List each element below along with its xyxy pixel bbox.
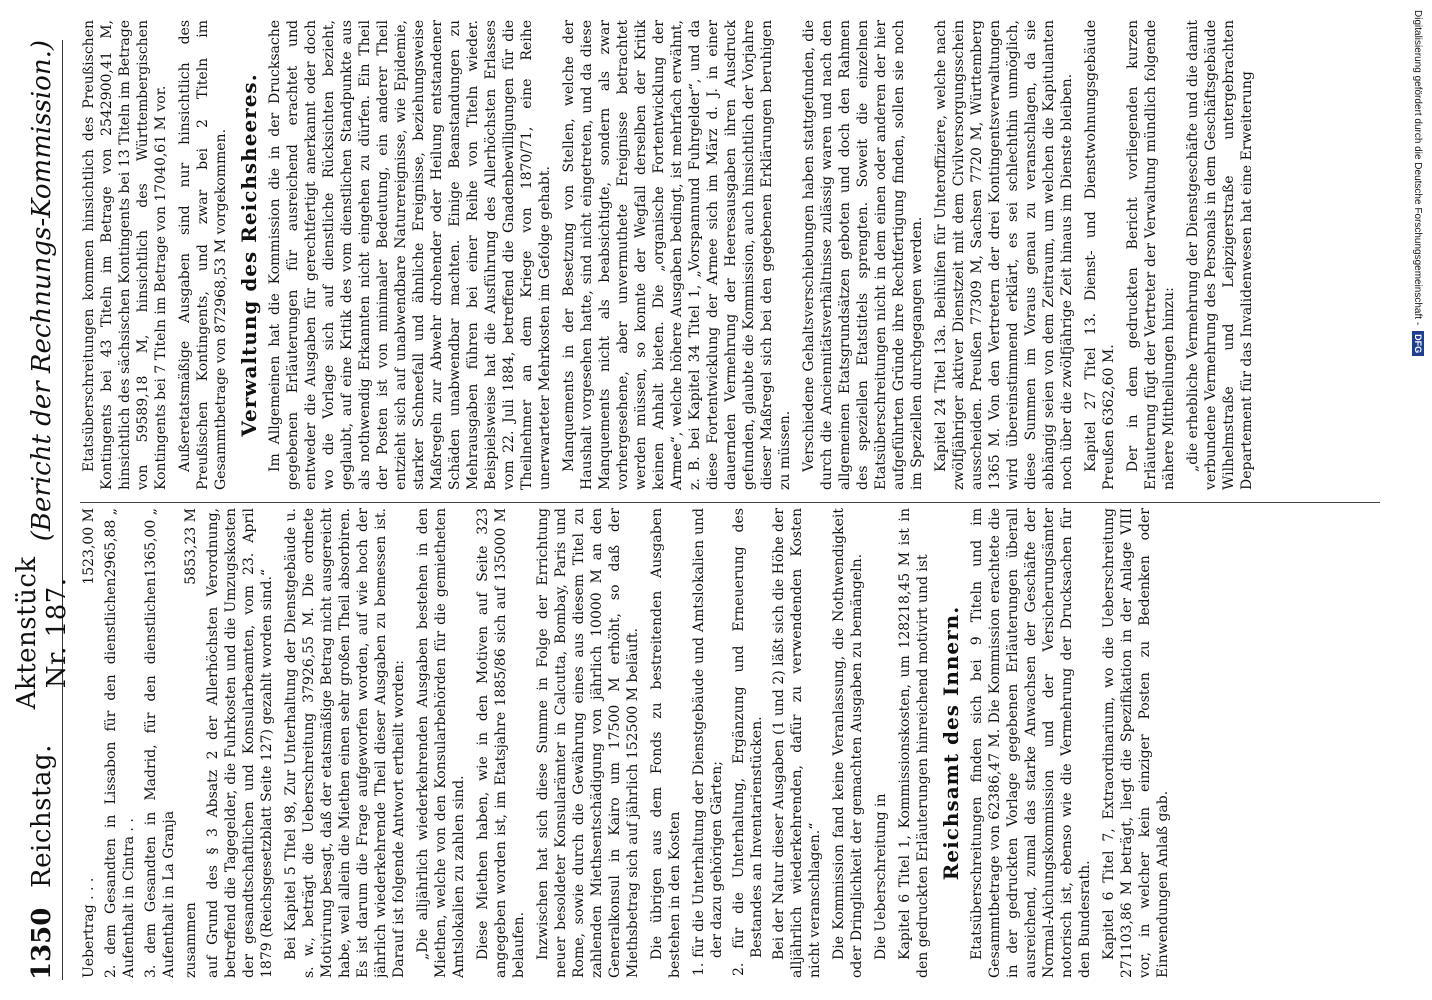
paragraph: Bei der Natur dieser Ausgaben (1 und 2) läßt sich die Höhe der alljährlich wiederkehrenden, dafür zu verwendenden Kosten nicht veranschlagen.“ bbox=[771, 508, 823, 978]
paragraph: Bei Kapitel 5 Titel 98, Zur Unterhaltung der Dienstgebäude u. s. w., beträgt die Ueberschreitung 37926,55 M. Die ordnete Motivirung besagt, daß der etatsmäßige Betrag nicht ausgereicht habe, weil allein die Miethen einen sehr großen Theil absorbiren. Es ist darum die Frage aufgeworfen worden, auf wie hoch der jährlich wiederkehrende Theil dieser Ausgaben zu bemessen ist. Darauf ist folgende Antwort ertheilt worden: bbox=[283, 508, 407, 978]
sum-amount: 2965,88 „ bbox=[103, 508, 119, 578]
header-center: Aktenstück Nr. 187. bbox=[12, 556, 72, 710]
left-column bbox=[80, 508, 1410, 978]
sum-amount: 1523,00 M bbox=[81, 508, 97, 585]
paragraph: Der in dem gedruckten Bericht vorliegenden kurzen Erläuterung fügt der Vertreter der Verwaltung mündlich folgende nähere Mittheilungen hinzu: bbox=[1125, 20, 1177, 490]
sum-amount: 5853,23 M bbox=[183, 508, 199, 585]
header-left: Reichstag. bbox=[27, 744, 57, 888]
header-right: (Bericht der Rechnungs-Kommission.) bbox=[27, 40, 57, 542]
paragraph: Manquements in der Besetzung von Stellen, welche der Haushalt vorgesehen hatte, sind nicht eingetreten, und da diese Manquements nicht als beabsichtigte, sondern als zwar vorhergesehene, aber unvermuthete Ereignisse betrachtet werden müssen, so konnte der Wegfall derselben der Kritik keinen Anhalt bieten. Die „organische Fortentwicklung der Armee“, welche höhere Ausgaben bedingt, ist mehrfach erwähnt, z. B. bei Kapitel 34 Titel 1, „Vorspannund Fuhrgelder“, und da diese Fortentwicklung der Armee sich im März d. J. in einer dauernden Vermehrung der Heeresausgaben ihren Ausdruck gefunden, glaubte die Kommission, auch hinsichtlich der Vorjahre dieser Maßregel sich bei den gegebenen Erklärungen beruhigen zu müssen. bbox=[561, 20, 793, 490]
sum-line bbox=[142, 508, 178, 978]
list-item: 1. für die Unterhaltung der Dienstgebäude und Amtslokalien und der dazu gehörigen Gärten; bbox=[691, 508, 725, 976]
dfg-credit-strip bbox=[1404, 0, 1432, 1000]
paragraph: Inzwischen hat sich diese Summe in Folge der Errichtung neuer besoldeter Konsularämter in Calcutta, Bombay, Paris und Rome, sowie durch die Gewährung eines aus diesem Titel zu zahlenden Miethsentschädigung von jährlich 10000 M an den Generalkonsul in Kairo um 17500 M erhöht, so daß der Miethsbetrag sich auf jährlich 152500 M beläuft. bbox=[535, 508, 641, 978]
sum-line bbox=[102, 508, 138, 978]
paragraph: „Die alljährlich wiederkehrenden Ausgaben bestehen in den Miethen, welche von den Konsularbehörden für die gemietheten Amtslokalien zu zahlen sind. bbox=[415, 508, 467, 978]
sum-amount: 1365,00 „ bbox=[143, 508, 159, 578]
list-item: 2. für die Unterhaltung, Ergänzung und Erneuerung des Bestandes an Inventarienstücken. bbox=[731, 508, 765, 976]
page-number: 1350 bbox=[27, 907, 57, 980]
section-heading: Verwaltung des Reichsheeres. bbox=[237, 73, 261, 437]
dfg-credit bbox=[1404, 0, 1432, 1000]
paragraph: Die übrigen aus dem Fonds zu bestreitenden Ausgaben bestehen in den Kosten bbox=[649, 508, 683, 978]
paragraph: Etatsüberschreitungen kommen hinsichtlich des Preußischen Kontingents bei 43 Titeln im Betrage von 2542900,41 M, hinsichtlich des sächsischen Kontingents bei 13 Titeln im Betrage von 59589,18 M, hinsichtlich des Württembergischen Kontingents bei 7 Titeln im Betrage von 17040,61 M vor. bbox=[81, 20, 169, 490]
paragraph: Kapitel 6 Titel 1, Kommissionskosten, um 128218,45 M ist in den gedruckten Erläuterungen hinreichend motivirt und ist bbox=[897, 508, 931, 978]
paragraph: Außeretatsmäßige Ausgaben sind nur hinsichtlich des Preußischen Kontingents, und zwar bei 2 Titeln im Gesammtbetrage von 872968,53 M vorgekommen. bbox=[177, 20, 229, 490]
paragraph: Die Ueberschreitung in bbox=[873, 793, 889, 960]
paragraph: Im Allgemeinen hat die Kommission die in der Drucksache gegebenen Erläuterungen für ausreichend erachtet und entweder die Ausgaben für gerechtfertigt anerkannt oder doch wo die Vorlage sich auf dienstliche Rücksichten bezieht, geglaubt, auf eine Kritik des vom dienstlichen Standpunkte aus als nothwendig Erkannten nicht eingehen zu dürfen. Ein Theil der Posten ist von minimaler Bedeutung, ein anderer Theil entzieht sich auf unabwendbare Naturereignisse, wie Epidemie, starker Schneefall und ähnliche Ereignisse, beziehungsweise Maßregeln zur Abwehr drohender oder Heilung entstandener Schäden unabwendbar machten. Einige Beanstandungen zu Mehrausgaben führen bei einer Reihe von Titeln wieder. Beispielsweise hat die Ausführung des Allerhöchsten Erlasses vom 22. Juli 1884, betreffend die Gnadenbewilligungen für die Theilnehmer an dem Kriege von 1870/71, eine Reihe unerwarteter Mehrkosten im Gefolge gehabt. bbox=[267, 20, 553, 490]
paragraph: Diese Miethen haben, wie in den Motiven auf Seite 323 angegeben worden ist, im Etatsjahre 1885/86 sich auf 135000 M belaufen. bbox=[475, 508, 527, 978]
running-head bbox=[12, 40, 72, 980]
paragraph: auf Grund des § 3 Absatz 2 der Allerhöchsten Verordnung, betreffend die Tagegelder, die Fuhrkosten und die Umzugskosten der gesandtschaftlichen und Konsularbeamten, vom 23. April 1879 (Reichsgesetzblatt Seite 127) gezahlt worden sind.“ bbox=[205, 508, 275, 978]
sum-label: Uebertrag . . . bbox=[81, 877, 97, 978]
sum-label: 3. dem Gesandten in Madrid, für den dienstlichen Aufenthalt in La Granja bbox=[143, 577, 177, 978]
column-divider bbox=[80, 502, 1380, 503]
dfg-logo: DFG bbox=[1412, 331, 1424, 356]
paragraph: Kapitel 6 Titel 7, Extraordinarium, wo die Ueberschreitung 271103,86 M beträgt, liegt die Spezifikation in der Anlage VIII vor, in welcher kein einziger Posten zu Bedenken oder Einwendungen Anlaß gab. bbox=[1101, 508, 1171, 978]
paragraph: Verschiedene Gehaltsverschiebungen haben stattgefunden, die durch die Anciennitätsverhältnisse zulässig waren und nach den allgemeinen Etatsgrundsätzen geboten und doch den Rahmen des speziellen Etatstitels sprengten. Soweit die einzelnen Etatsüberschreitungen nicht in dem einen oder anderen der hier aufgeführten Gründe ihre Rechtfertigung finden, sollen sie noch im Speziellen durchgegangen werden. bbox=[801, 20, 925, 490]
paragraph: Etatsüberschreitungen finden sich bei 9 Titeln und im Gesammtbetrage von 62386,47 M. Die Kommission erachtete die in der gedruckten Vorlage gegebenen Erläuterungen überall ausreichend, zumal das starke Anwachsen der Geschäfte der Normal-Aichungskommission und der Versicherungsämter notorisch ist, ebenso wie die Vermehrung der Drucksachen für den Bundesrath. bbox=[969, 508, 1093, 978]
right-column bbox=[80, 20, 1410, 490]
sum-line bbox=[80, 508, 98, 978]
paragraph: Kapitel 24 Titel 13a. Beihülfen für Unteroffiziere, welche nach zwölfjähriger aktiver Dienstzeit mit dem Civilversorgungsschein ausscheiden. Preußen 77309 M, Sachsen 7720 M, Württemberg 1365 M. Von den Vertretern der drei Kontingentsverwaltungen wird übereinstimmend erklärt, es sei schlechthin unmöglich, diese Summen im Voraus genau zu veranschlagen, da sie abhängig seien von dem Zeitraum, um welchen die Kapitulanten noch über die zwölfjährige Zeit hinaus im Dienste bleiben. bbox=[933, 20, 1075, 490]
sum-label: 2. dem Gesandten in Lissabon für den dienstlichen Aufenthalt in Cintra . . bbox=[103, 577, 137, 978]
paragraph: Die Kommission fand keine Veranlassung, die Nothwendigkeit oder Dringlichkeit der gemachten Ausgaben zu bemängeln. bbox=[831, 508, 865, 978]
sum-label: zusammen bbox=[183, 902, 199, 978]
paragraph: Kapitel 27 Titel 13. Dienst- und Dienstwohnungsgebäude Preußen 6362,60 M. bbox=[1083, 20, 1117, 490]
section-heading: Reichsamt des Innern. bbox=[939, 605, 963, 881]
dfg-credit-text: Digitalisierung gefördert durch die Deutsche Forschungsgemeinschaft - bbox=[1412, 10, 1424, 326]
paragraph: „die erhebliche Vermehrung der Dienstgeschäfte und die damit verbundene Vermehrung des Personals in dem Geschäftsgebäude Wilhelmstraße und Leipzigerstraße untergebrachten Departement für das Invalidenwesen hat eine Erweiterung bbox=[1185, 20, 1255, 490]
sum-total-line bbox=[182, 508, 200, 978]
